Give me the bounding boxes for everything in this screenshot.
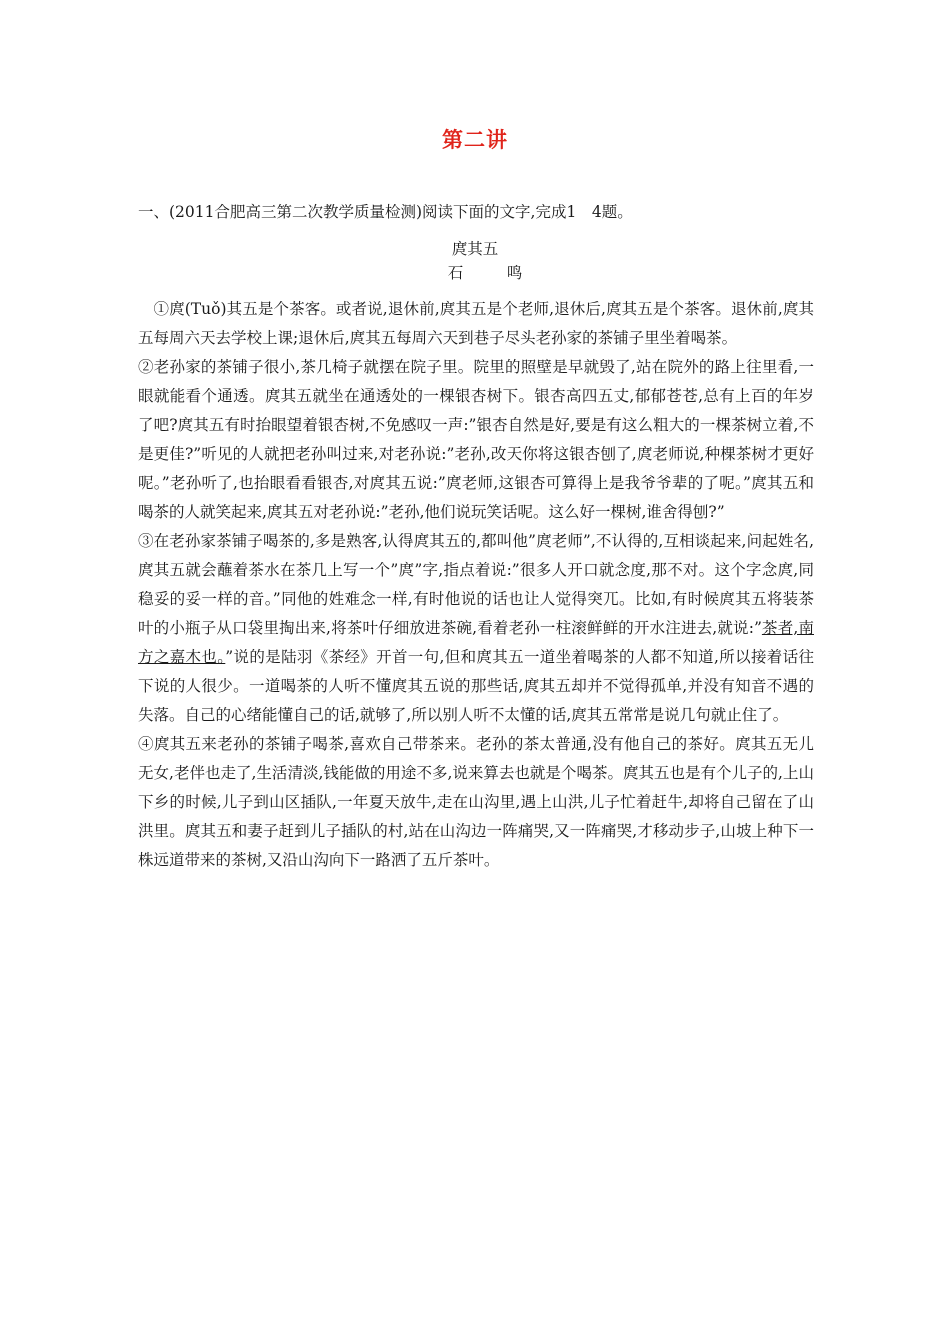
question-instruction: 一、(2011合肥高三第二次教学质量检测)阅读下面的文字,完成1 4题。 (138, 203, 633, 221)
page-title: 第二讲 (442, 128, 508, 152)
story-author (0, 261, 950, 285)
story-body (138, 295, 814, 875)
author-name: 石 鸣 (447, 264, 537, 282)
paragraph-4: ④庹其五来老孙的茶铺子喝茶,喜欢自己带茶来。老孙的茶太普通,没有他自己的茶好。庹其五无儿无女,老伴也走了,生活清淡,钱能做的用途不多,说来算去也就是个喝茶。庹其五也是有个儿子的,上山下乡的时候,儿子到山区插队,一年夏天放牛,走在山沟里,遇上山洪,儿子忙着赶牛,却将自己留在了山洪里。庹其五和妻子赶到儿子插队的村,站在山沟边一阵痛哭,又一阵痛哭,才移动步子,山坡上种下一株远道带来的茶树,又沿山沟向下一路洒了五斤茶叶。 (138, 735, 814, 869)
paragraph-1: ①庹(Tuǒ)其五是个茶客。或者说,退休前,庹其五是个老师,退休后,庹其五是个茶客。退休前,庹其五每周六天去学校上课;退休后,庹其五每周六天到巷子尽头老孙家的茶铺子里坐着喝茶。 (138, 300, 814, 347)
paragraph-3-before: ③在老孙家茶铺子喝茶的,多是熟客,认得庹其五的,都叫他”庹老师”,不认得的,互相谈起来,问起姓名,庹其五就会蘸着茶水在茶几上写一个”庹”字,指点着说:”很多人开口就念度,那不对。这个字念庹,同稳妥的妥一样的音。”同他的姓难念一样,有时他说的话也让人觉得突兀。比如,有时候庹其五将装茶叶的小瓶子从口袋里掏出来,将茶叶仔细放进茶碗,看着老孙一柱滚鲜鲜的开水注进去,就说:” (138, 532, 815, 637)
paragraph-2: ②老孙家的茶铺子很小,茶几椅子就摆在院子里。院里的照壁是早就毁了,站在院外的路上往里看,一眼就能看个通透。庹其五就坐在通透处的一棵银杏树下。银杏高四五丈,郁郁苍苍,总有上百的年岁了吧?庹其五有时抬眼望着银杏树,不免感叹一声:”银杏自然是好,要是有这么粗大的一棵茶树立着,不是更佳?”听见的人就把老孙叫过来,对老孙说:”老孙,改天你将这银杏刨了,庹老师说,种棵茶树才更好呢。”老孙听了,也抬眼看看银杏,对庹其五说:”庹老师,这银杏可算得上是我爷爷辈的了呢。”庹其五和喝茶的人就笑起来,庹其五对老孙说:”老孙,他们说玩笑话呢。这么好一棵树,谁舍得刨?” (138, 358, 814, 521)
story-title: 庹其五 (451, 240, 499, 258)
paragraph-3 (138, 527, 814, 730)
paragraph-3-after: ”说的是陆羽《茶经》开首一句,但和庹其五一道坐着喝茶的人都不知道,所以接着话往下说的人很少。一道喝茶的人听不懂庹其五说的那些话,庹其五却并不觉得孤单,并没有知音不遇的失落。自己的心绪能懂自己的话,就够了,所以别人听不太懂的话,庹其五常常是说几句就止住了。 (138, 648, 814, 724)
underlined-quote: 茶者,南方之嘉木也。 (138, 619, 814, 666)
